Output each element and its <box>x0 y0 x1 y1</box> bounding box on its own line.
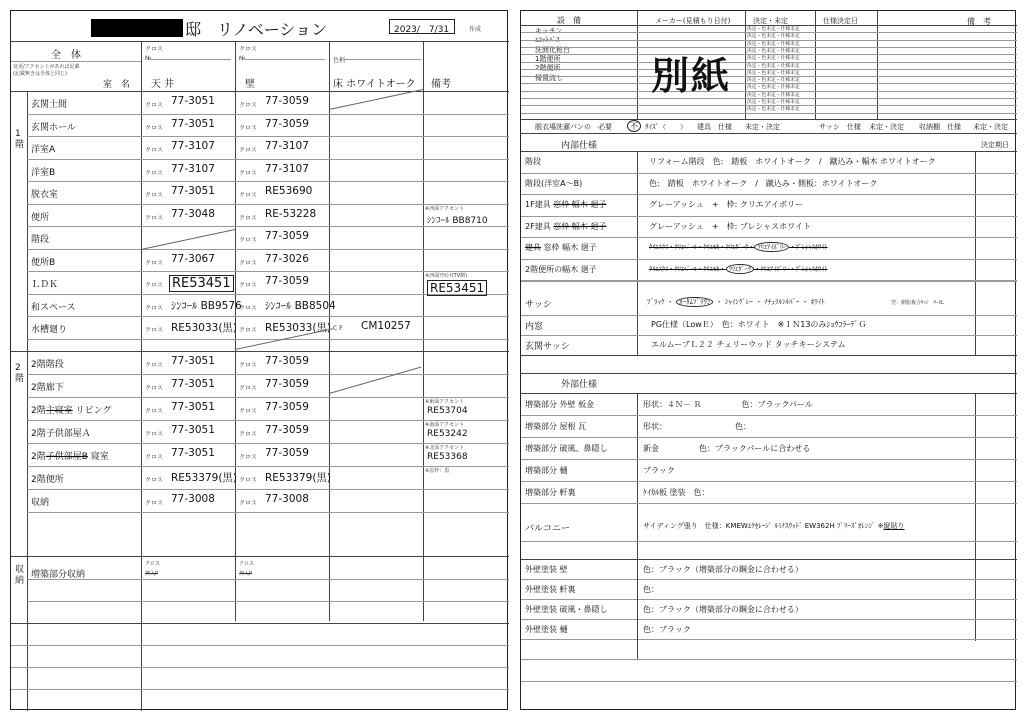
room-name: ＬＤＫ <box>31 280 59 290</box>
rule <box>345 59 421 60</box>
pan-circled: 不 <box>627 120 641 132</box>
rule <box>27 159 509 160</box>
room-name: 和スペース <box>31 302 76 313</box>
remark-code: RE53368 <box>427 452 468 462</box>
cloth-prefix: クロス <box>145 124 164 132</box>
room-name: 玄関ホール <box>31 122 76 133</box>
equipment-name: 掃置流し <box>535 73 563 82</box>
label-struck: 建具 <box>525 243 541 252</box>
cf-prefix: C F <box>333 325 343 332</box>
interior-value: リフォーム階段 色: 踏板 ホワイトオーク / 蹴込み・幅木 ホワイトオーク <box>649 157 936 166</box>
wall-code: 77-3059 <box>265 401 309 413</box>
cloth-prefix: クロス <box>145 362 164 369</box>
sash-type: 型：樹脂複合ｻｯｼ ｻｰﾓL <box>891 300 944 306</box>
wall-code: 77-3107 <box>265 162 309 175</box>
cloth-prefix: クロス <box>145 304 164 312</box>
deadline-label: 決定期日 <box>981 141 1009 149</box>
remark-note: ※北面アクセント <box>425 445 465 451</box>
value-selected: ｸﾘｴﾀﾞｰｸ <box>726 264 754 274</box>
tategu-spec: 建具 仕様 <box>697 123 732 131</box>
interior-label <box>525 221 606 232</box>
rule <box>27 489 509 490</box>
interior-label <box>525 199 606 210</box>
sash-option-rest: ・ ｼｬｲﾝｸﾞﾚｰ ・ ﾅﾁｭﾗﾙｼﾙﾊﾞｰ ・ ﾎﾜｲﾄ <box>713 298 825 306</box>
value-struck-tail: ・ｸﾘｴｱｲﾎﾞﾘｰ・ﾌﾟﾚｼｬｽﾎﾜｲﾄ <box>754 264 828 273</box>
rule <box>27 579 509 580</box>
remarks-header: 備考 <box>431 79 451 90</box>
rule <box>521 459 1017 460</box>
interior-title: 内部仕様 <box>561 141 598 151</box>
rule <box>521 151 1017 152</box>
color-label: 色柄 <box>333 57 346 64</box>
redacted-owner-name <box>91 19 183 37</box>
cloth-prefix: クロス <box>145 259 164 267</box>
label-prefix: 1F建具 <box>525 200 554 209</box>
spec-date-header: 仕様決定日 <box>823 17 858 25</box>
rule <box>27 136 509 137</box>
ceiling-no-label: № <box>145 55 152 62</box>
paint-value: 色： <box>643 585 659 594</box>
room-name-struck: 子供部屋B <box>45 452 88 462</box>
ceiling-code: 77-3051 <box>171 185 215 197</box>
rule <box>521 113 1017 114</box>
rule <box>521 579 1017 580</box>
ceiling-code: 77-3107 <box>171 162 215 175</box>
balcony-value <box>643 521 905 531</box>
rule <box>637 559 638 659</box>
spec-sheet <box>520 10 1016 710</box>
rule <box>27 249 509 250</box>
rule <box>11 645 509 646</box>
ceiling-code: RE53451 <box>169 275 234 292</box>
cloth-prefix: クロス <box>239 304 258 312</box>
room-name-prefix: 2階 <box>31 406 46 416</box>
room-name: 便所 <box>31 212 50 223</box>
label-struck: 窓枠 幅木 廻子 <box>553 200 607 209</box>
room-name-header: 室 名 <box>103 80 131 90</box>
remark-note: ※西面ｱｸｾﾝﾄ(TV側) <box>425 273 468 279</box>
exterior-label: 増築部分 屋根 瓦 <box>525 422 587 431</box>
entrance-sash-value: エルムーブＬ２２ チェリーウッド タッチキーシステム <box>651 340 846 349</box>
interior-value <box>649 242 828 251</box>
paint-label: 外壁塗装 壁 <box>525 565 568 574</box>
remark-note: ※西面アクセント <box>425 205 465 212</box>
rule <box>11 41 509 42</box>
ceiling-code: 77-3051 <box>171 355 215 367</box>
rule <box>27 374 509 375</box>
rule <box>11 556 509 557</box>
cloth-prefix: クロス <box>145 408 164 415</box>
exterior-label: 増築部分 外壁 板金 <box>525 400 595 409</box>
wall-code: 77-3026 <box>265 252 309 265</box>
cloth-prefix: クロス <box>145 282 164 289</box>
maker-header: メーカー(見積もり日付) <box>655 17 731 25</box>
room-name: 洋室A <box>31 145 56 155</box>
storage-wall-struck: 押入P <box>239 571 253 577</box>
cloth-prefix: クロス <box>145 192 164 199</box>
exterior-value: 形状： 色： <box>643 422 751 431</box>
storage-room: 増築部分収納 <box>31 570 86 580</box>
storage-ceiling-label: クロス <box>145 561 161 567</box>
blank-slash <box>141 229 235 250</box>
wall-code: RE53690 <box>265 185 313 197</box>
cloth-prefix: クロス <box>239 102 258 109</box>
rule <box>521 216 1017 217</box>
value-selected: ｸﾘｴｱｲﾎﾞﾘｰ <box>754 242 789 252</box>
label-prefix: 2F建具 <box>525 221 554 231</box>
decided-header: 決定・未定 <box>753 17 788 25</box>
wall-code: 77-3059 <box>265 95 309 107</box>
wall-code: 77-3059 <box>265 275 309 287</box>
rule <box>521 619 1017 620</box>
interior-label: 階段 <box>525 157 541 166</box>
cloth-prefix: クロス <box>145 147 164 154</box>
interior-value <box>649 264 828 273</box>
rule <box>27 512 509 513</box>
floor-code: CM10257 <box>361 320 411 332</box>
exterior-label: 増築部分 樋 <box>525 466 568 475</box>
rule <box>521 437 1017 438</box>
shelf-decided: 未定・決定 <box>973 123 1008 131</box>
exterior-value: ｹｲｶﾙ板 塗装 色： <box>643 488 738 497</box>
sheet-title: 邸 リノベーション <box>185 20 328 39</box>
rule <box>521 599 1017 600</box>
ceiling-code: 77-3051 <box>171 378 215 390</box>
decided-options: 決定・色未定・仕様未定 <box>747 34 800 40</box>
ceiling-code: RE53033(黒) <box>171 322 238 334</box>
decided-options: 決定・色未定・仕様未定 <box>747 48 800 54</box>
room-name: 収納 <box>31 498 50 508</box>
decided-options: 決定・色未定・仕様未定 <box>747 56 800 62</box>
rule <box>423 41 424 621</box>
paint-value: 色：ブラック（増築部分の鋼金に合わせる） <box>643 605 803 614</box>
rule <box>27 181 509 182</box>
label-struck: 窓枠 幅木 廻子 <box>553 221 607 231</box>
decided-options: 決定・色未定・仕様未定 <box>747 27 800 32</box>
decided-options: 決定・色未定・仕様未定 <box>747 70 800 76</box>
rule <box>141 41 142 711</box>
rule <box>11 91 509 92</box>
rule <box>521 541 1017 542</box>
wall-no-label: № <box>239 55 246 62</box>
cloth-prefix: クロス <box>239 237 258 244</box>
rule <box>11 689 509 690</box>
cloth-prefix: クロス <box>239 124 258 132</box>
separate-sheet-stamp: 別紙 <box>651 54 732 98</box>
ceiling-code: 77-3008 <box>171 493 215 505</box>
interior-label: 2階便所の幅木 廻子 <box>525 264 597 274</box>
room-name: 洋室B <box>31 167 56 178</box>
rule <box>521 335 1017 336</box>
cloth-prefix: クロス <box>239 454 258 461</box>
wall-code: RE53033(黒) <box>265 322 332 334</box>
room-name: 2階廊下 <box>31 383 64 393</box>
equipment-header: 設 備 <box>557 16 581 25</box>
rule <box>521 237 1017 238</box>
cloth-prefix: クロス <box>239 500 258 507</box>
wall-code: 77-3107 <box>265 140 309 152</box>
ceiling-header: 天 井 <box>151 79 175 90</box>
overall-label: 全 体 <box>51 50 81 61</box>
decided-options: 決定・色未定・仕様未定 <box>747 63 800 69</box>
rule <box>27 91 28 711</box>
sash-options <box>647 297 825 307</box>
entrance-sash-label: 玄関サッシ <box>525 342 570 352</box>
ceiling-code: 77-3067 <box>171 252 215 265</box>
rule <box>521 373 1017 374</box>
paint-value: 色：ブラック <box>643 625 691 634</box>
wall-code: 77-3059 <box>265 355 309 367</box>
interior-value: 色: 踏板 ホワイトオーク / 蹴込み・側板：ホワイトオーク <box>649 178 878 188</box>
remark-note: ※窓枠：黒 <box>425 468 450 474</box>
decided-options: 決定・色未定・仕様未定 <box>747 107 800 113</box>
blank-slash <box>329 367 422 394</box>
rule <box>521 281 1017 282</box>
wall-code: RE-53228 <box>265 207 317 220</box>
decided-options: 決定・色未定・仕様未定 <box>747 41 800 47</box>
balcony-orientation: 縦貼り <box>883 522 905 530</box>
cloth-prefix: クロス <box>145 477 164 484</box>
remark-code: ｼﾝｺｰﾙ BB8710 <box>427 215 488 226</box>
ceiling-code: 77-3051 <box>171 95 215 107</box>
remarks-header: 備 考 <box>967 17 991 26</box>
interior-value: グレーアッシュ + 枠: クリエアイボリー <box>649 200 803 209</box>
cloth-prefix: クロス <box>145 431 164 438</box>
exterior-label: 増築部分 破風、鼻隠し <box>525 444 608 453</box>
room-name-suffix: リビング <box>72 406 112 416</box>
interior-label <box>525 242 597 253</box>
cloth-prefix: クロス <box>239 192 258 199</box>
paint-label: 外壁塗装 破風・鼻隠し <box>525 605 608 614</box>
inner-window-label: 内窓 <box>525 322 544 332</box>
decided-options: 決定・色未定・仕様未定 <box>747 78 800 84</box>
cloth-prefix: クロス <box>239 408 258 415</box>
tategu-decided: 未定・決定 <box>745 123 780 131</box>
room-name <box>31 449 109 462</box>
equipment-name: 2階便所 <box>535 64 561 73</box>
ceiling-cloth-label: クロス <box>145 46 164 53</box>
exterior-value: 新金 色：ブラックパールに合わせる <box>643 444 811 453</box>
room-name: 玄関土間 <box>31 100 68 110</box>
cloth-prefix: クロス <box>239 214 258 222</box>
paint-value: 色：ブラック（増築部分の鋼金に合わせる） <box>643 565 803 574</box>
room-name: 脱衣室 <box>31 190 59 200</box>
rule <box>521 639 1017 640</box>
wall-code: RE53379(黒) <box>265 472 332 484</box>
rule <box>975 151 976 355</box>
sash-option-black: ﾌﾞﾗｯｸ ・ <box>647 298 676 306</box>
value-struck: ｸﾘｴｽｸｽ・ｸﾘｴﾍﾟｰﾙ・ｸﾘｴﾓｶ・ <box>649 264 726 273</box>
cloth-prefix: クロス <box>145 214 164 222</box>
value-struck-tail: ・ﾌﾟﾚｼｬｽﾎﾜｲﾄ <box>789 243 828 251</box>
ceiling-code: 77-3051 <box>171 447 215 459</box>
cloth-prefix: クロス <box>145 500 164 507</box>
cloth-prefix: クロス <box>145 454 164 461</box>
room-name: 2階階段 <box>31 360 64 370</box>
shelf-spec: 収納棚 仕様 <box>919 123 961 131</box>
wall-code: 77-3059 <box>265 447 309 459</box>
rule <box>521 503 1017 504</box>
interior-label: 階段(洋室A～B) <box>525 178 583 188</box>
rule <box>11 667 509 668</box>
accent-note: 変更/アクセントがあれば記載 (記載無きは全体と同じ) <box>13 64 80 77</box>
rule <box>245 59 325 60</box>
wall-header: 壁 <box>245 79 255 90</box>
inner-window-value: PG仕様（LowＥ） 色：ホワイト ※ＩＮ13のみｼｮｳｺﾗｰﾃﾞＧ <box>651 320 867 329</box>
equipment-name: 1階便所 <box>535 54 561 63</box>
rule <box>521 133 1017 134</box>
decided-options: 決定・色未定・仕様未定 <box>747 85 800 91</box>
rule <box>637 11 638 119</box>
sash-decided: 未定・決定 <box>869 123 904 131</box>
rule <box>521 481 1017 482</box>
pan-row-label: 脱衣場洗濯パンの 必要 <box>535 123 612 131</box>
storage-wall-label: クロス <box>239 561 255 567</box>
label-suffix: 窓枠 幅木 廻子 <box>541 243 597 252</box>
cloth-prefix: クロス <box>239 327 258 334</box>
decided-options: 決定・色未定・仕様未定 <box>747 92 800 98</box>
ceiling-code: 77-3107 <box>171 140 215 152</box>
rule <box>521 315 1017 316</box>
remark-code: RE53704 <box>427 406 468 416</box>
cloth-prefix: クロス <box>239 431 258 438</box>
room-finish-sheet <box>10 10 508 710</box>
rule <box>521 119 1017 120</box>
decided-options: 決定・色未定・仕様未定 <box>747 100 800 105</box>
room-name-struck: 主寝室 <box>45 406 73 416</box>
wall-code: 77-3059 <box>265 230 309 242</box>
room-name-prefix: 2階 <box>31 452 46 462</box>
cloth-prefix: クロス <box>239 362 258 369</box>
exterior-title: 外部仕様 <box>561 380 598 390</box>
storage-ceiling-struck: 押入P <box>145 571 159 577</box>
remark-note: ※東面アクセント <box>425 399 465 405</box>
cloth-prefix: クロス <box>145 102 164 109</box>
wall-code: 77-3059 <box>265 424 309 436</box>
cloth-prefix: クロス <box>239 169 258 177</box>
room-name: 階段 <box>31 235 50 245</box>
ceiling-code: 77-3051 <box>171 424 215 436</box>
ceiling-code: 77-3051 <box>171 401 215 413</box>
rule <box>521 681 1017 682</box>
remark-code: RE53451 <box>427 280 487 296</box>
rule <box>11 351 509 352</box>
blank-slash <box>329 89 423 110</box>
room-name: 2階子供部屋Ａ <box>31 429 91 439</box>
cloth-prefix: クロス <box>145 327 164 334</box>
ceiling-code: 77-3048 <box>171 207 215 220</box>
rule <box>11 61 141 62</box>
equipment-name: キッチン <box>535 27 563 35</box>
balcony-label: バルコニー <box>525 524 571 534</box>
pan-size: ｻｲｽﾞ（ ） <box>645 123 687 131</box>
exterior-label: 増築部分 軒裏 <box>525 488 576 497</box>
floor1-label: 1 階 <box>15 129 25 150</box>
rule <box>11 623 509 624</box>
rule <box>521 393 1017 394</box>
wall-code: 77-3059 <box>265 117 309 130</box>
wall-code: ｼﾝｺｰﾙ BB8504 <box>265 299 336 312</box>
value-struck: ｸﾘｴｽｸｽ・ｸﾘｴﾍﾟｰﾙ・ｸﾘｴﾓｶ・ｸﾘｴﾀﾞｰｸ・ <box>649 243 755 251</box>
cloth-prefix: クロス <box>239 385 258 392</box>
ceiling-code: 77-3051 <box>171 117 215 130</box>
rule <box>27 226 509 227</box>
wall-code: 77-3059 <box>265 378 309 390</box>
rule <box>637 151 638 355</box>
date-box: 2023/ 7/31 <box>389 19 455 34</box>
cloth-prefix: クロス <box>145 169 164 177</box>
room-name: 水槽廻り <box>31 325 68 335</box>
rule <box>745 11 746 119</box>
room-name <box>31 403 111 416</box>
room-name: 便所B <box>31 257 56 268</box>
rule <box>521 659 1017 660</box>
paint-label: 外壁塗装 軒裏 <box>525 585 576 594</box>
sash-spec: サッシ 仕様 <box>819 123 861 131</box>
rule <box>521 415 1017 416</box>
rule <box>27 339 509 340</box>
remark-code: RE53242 <box>427 429 468 439</box>
cloth-prefix: クロス <box>239 147 258 154</box>
room-name-suffix: 寝室 <box>87 452 109 462</box>
rule <box>521 559 1017 560</box>
cloth-prefix: クロス <box>145 385 164 392</box>
date-suffix: 作成 <box>469 26 482 33</box>
exterior-value: 形状：４Ｎ－ Ｒ 色：ブラックパール <box>643 400 813 409</box>
remark-note: ※南面アクセント <box>425 422 465 428</box>
ceiling-code: RE53379(黒) <box>171 472 238 484</box>
equipment-name: ｴｺｯﾄﾊﾞｽ <box>535 36 560 45</box>
floor2-label: 2 階 <box>15 363 25 384</box>
rule <box>877 11 878 119</box>
room-name: 2階便所 <box>31 475 64 485</box>
cloth-prefix: クロス <box>239 282 258 289</box>
interior-value: グレーアッシュ + 枠: プレシャスホワイト <box>649 221 811 231</box>
rule <box>151 59 231 60</box>
rule <box>27 316 509 317</box>
sash-option-selected: ｵｰﾀﾑﾌﾞﾗｳﾝ <box>676 297 714 307</box>
rule <box>27 114 509 115</box>
exterior-value: ブラック <box>643 466 675 475</box>
wall-cloth-label: クロス <box>239 46 258 53</box>
rule <box>521 194 1017 195</box>
rule <box>521 173 1017 174</box>
cloth-prefix: クロス <box>239 477 258 484</box>
sash-label: サッシ <box>525 300 552 310</box>
rule <box>975 393 976 641</box>
wall-code: 77-3008 <box>265 493 309 505</box>
rule <box>27 601 509 602</box>
ceiling-code: ｼﾝｺｰﾙ BB9576 <box>171 299 242 312</box>
rule <box>815 11 816 119</box>
rule <box>521 355 1017 356</box>
balcony-spec: サイディング張り 仕様：KMEWｴｸｾﾚｰｼﾞ ﾙﾐﾅｽｳｯﾄﾞ EW362H ﾌﾞﾘｰｽﾞｵﾚﾝｼﾞ ※ <box>643 522 884 530</box>
paint-label: 外壁塗装 樋 <box>525 625 568 634</box>
floor-header: 床 ホワイトオーク <box>333 79 416 90</box>
cloth-prefix: クロス <box>239 259 258 267</box>
rule <box>521 259 1017 260</box>
storage-label: 収 納 <box>15 565 25 586</box>
equipment-name: 洗面化粧台 <box>535 45 570 54</box>
